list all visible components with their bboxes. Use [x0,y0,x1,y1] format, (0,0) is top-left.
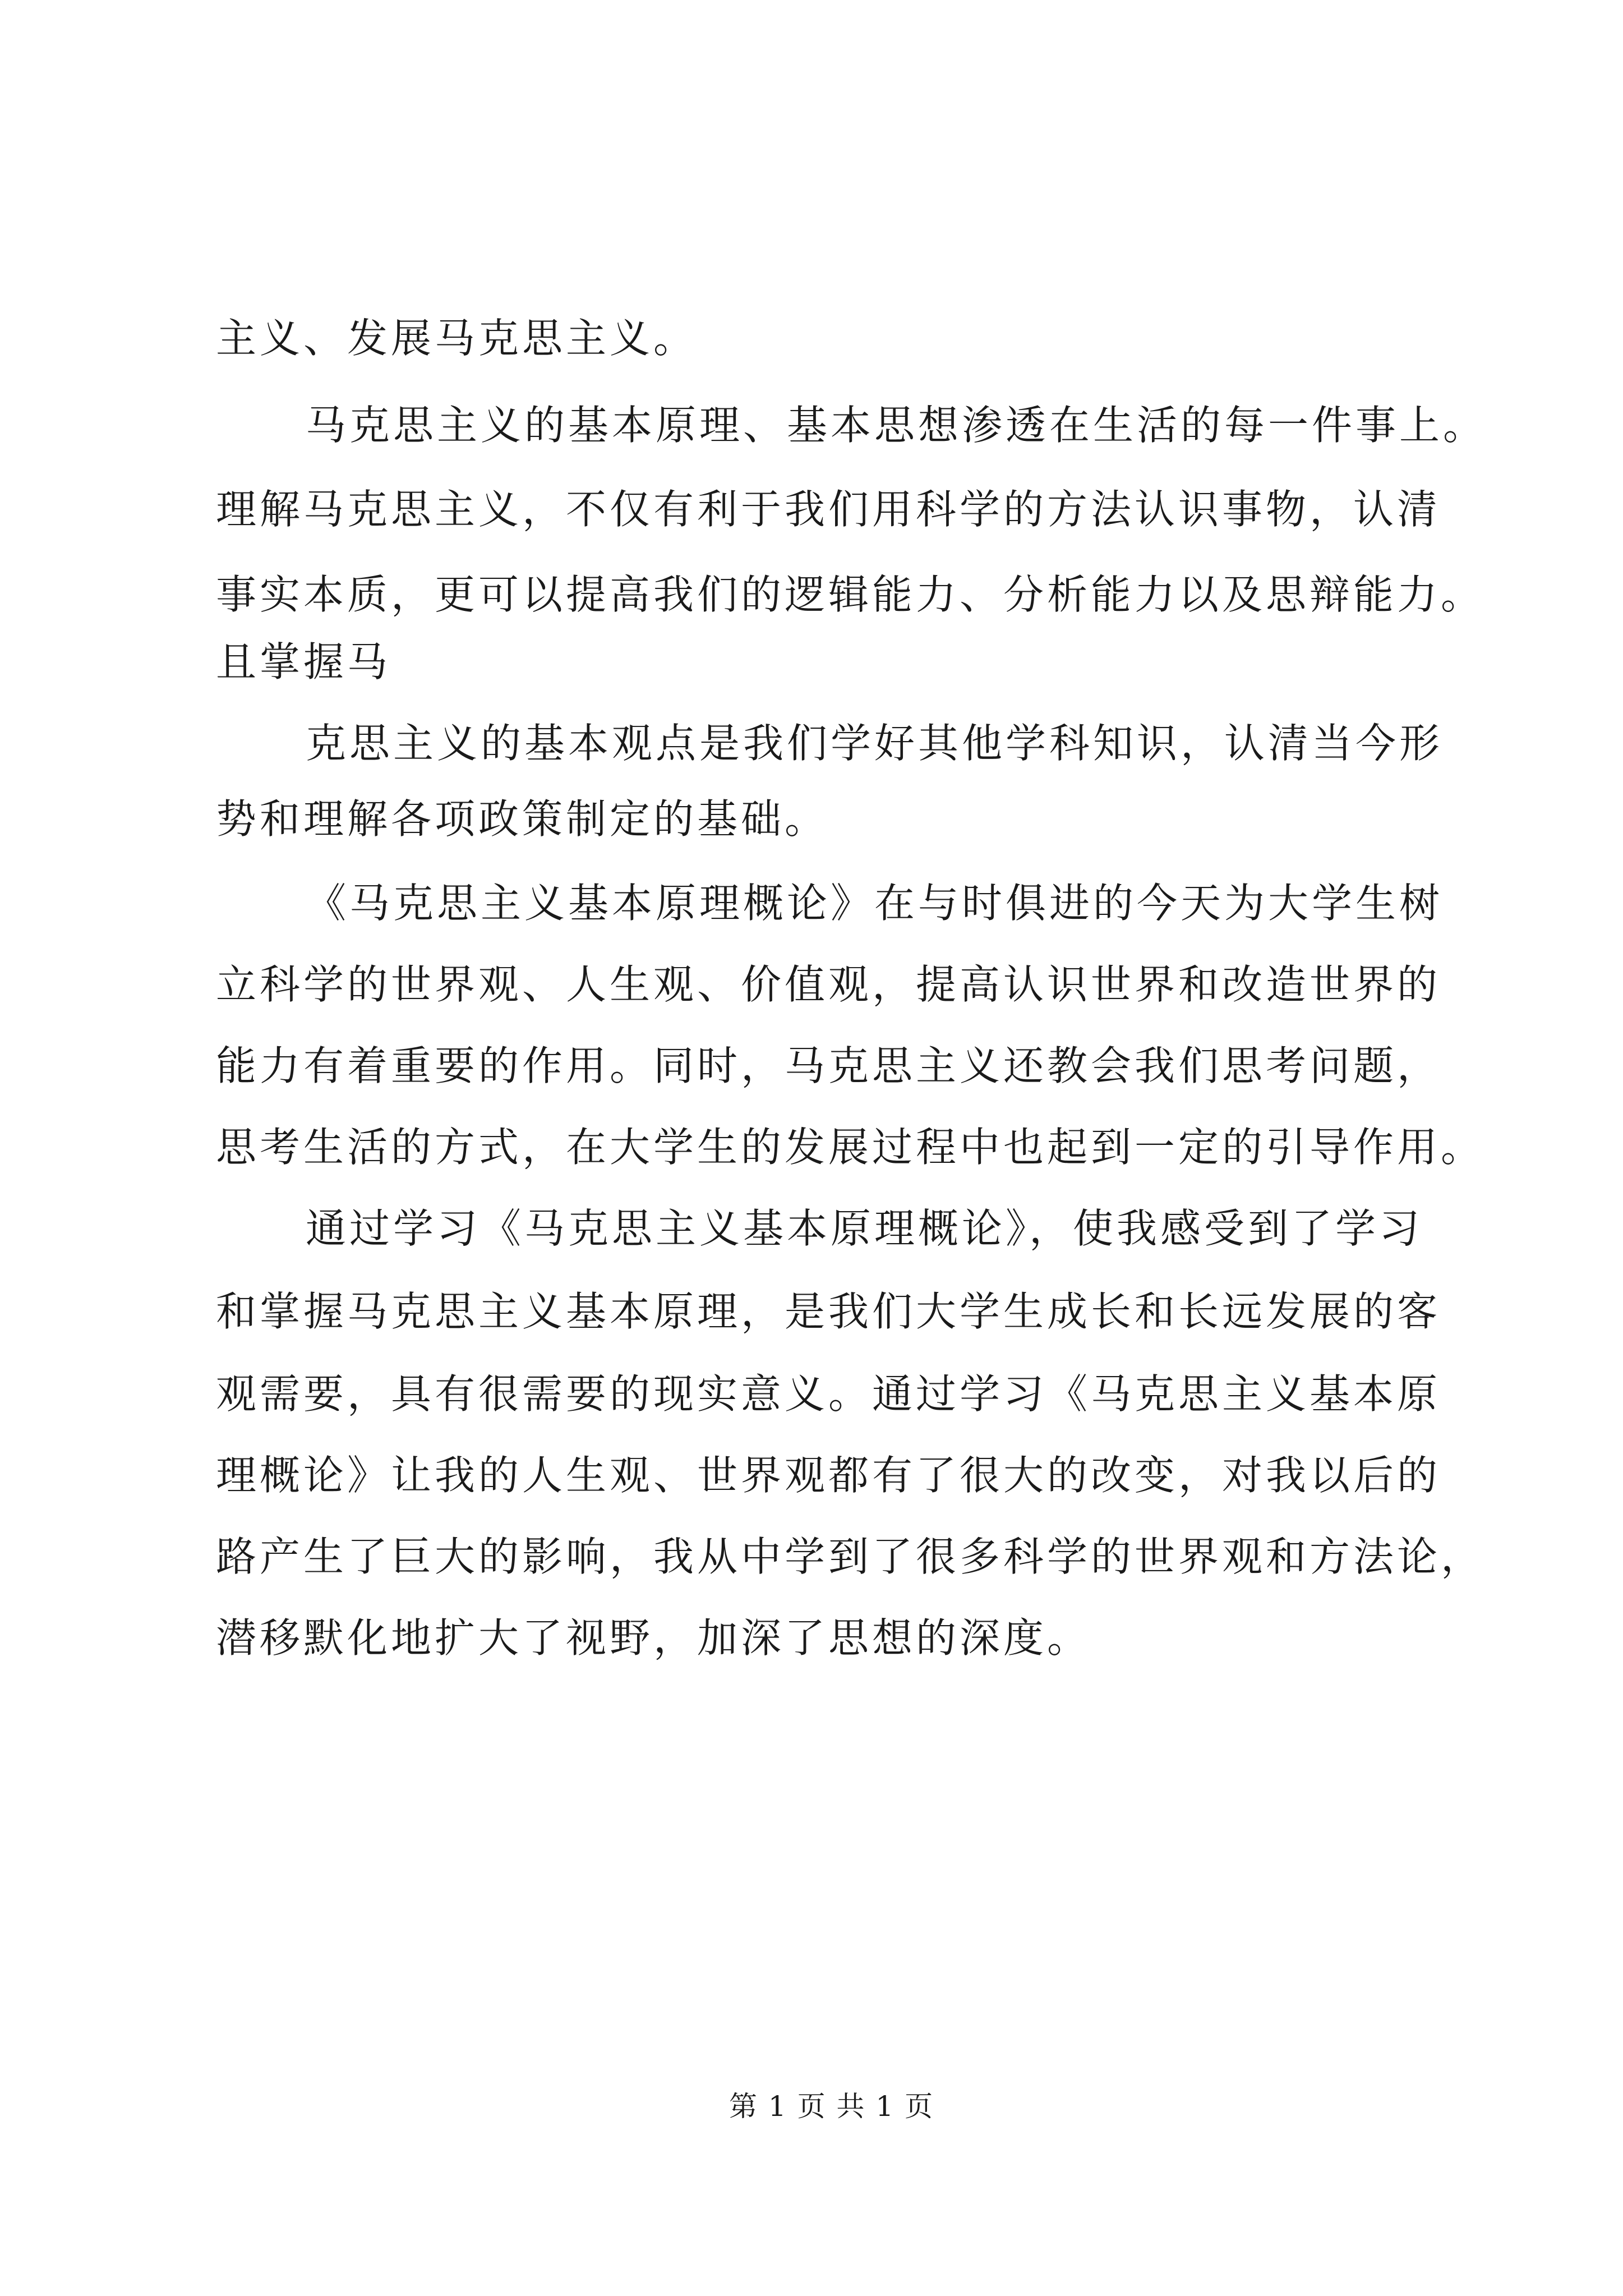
text-line: 主义、发展马克思主义。 [216,315,698,362]
text-line: 势和理解各项政策制定的基础。 [216,795,829,843]
text-line: 潜移默化地扩大了视野，加深了思想的深度。 [216,1614,1091,1662]
text-line: 《马克思主义基本原理概论》在与时俱进的今天为大学生树 [306,880,1444,927]
text-line: 和掌握马克思主义基本原理，是我们大学生成长和长远发展的客 [216,1288,1441,1335]
text-line: 理概论》让我的人生观、世界观都有了很大的改变，对我以后的 [216,1452,1441,1499]
text-line: 马克思主义的基本原理、基本思想渗透在生活的每一件事上。 [306,402,1487,449]
text-line: 克思主义的基本观点是我们学好其他学科知识，认清当今形 [306,720,1444,767]
page-footer: 第 1 页 共 1 页 [729,2090,934,2123]
text-line: 能力有着重要的作用。同时，马克思主义还教会我们思考问题， [216,1042,1441,1089]
text-line: 且掌握马 [216,638,391,685]
text-line: 理解马克思主义，不仅有利于我们用科学的方法认识事物，认清 [216,486,1441,533]
text-line: 路产生了巨大的影响，我从中学到了很多科学的世界观和方法论， [216,1533,1485,1580]
text-line: 立科学的世界观、人生观、价值观，提高认识世界和改造世界的 [216,961,1441,1008]
text-line: 观需要，具有很需要的现实意义。通过学习《马克思主义基本原 [216,1370,1441,1418]
text-line: 思考生活的方式，在大学生的发展过程中也起到一定的引导作用。 [216,1124,1485,1171]
text-line: 通过学习《马克思主义基本原理概论》，使我感受到了学习 [306,1205,1423,1252]
text-line: 事实本质，更可以提高我们的逻辑能力、分析能力以及思辩能力。 [216,571,1485,618]
